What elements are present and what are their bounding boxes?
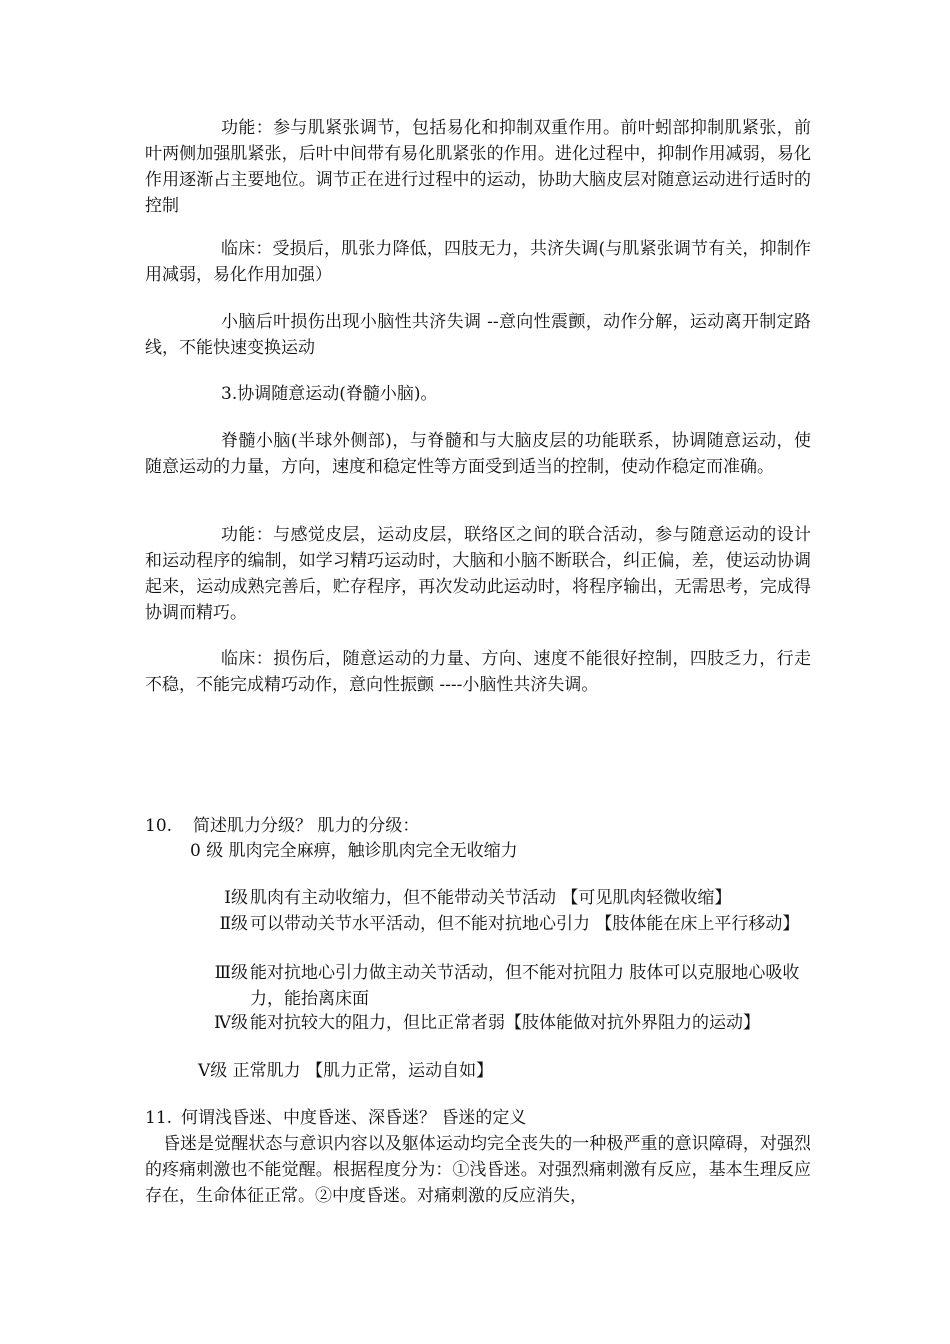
grade-description: 能对抗地心引力做主动关节活动，但不能对抗阻力 肢体可以克服地心吸收力，能抬离床面 bbox=[250, 963, 800, 1009]
question-10-text: 简述肌力分级？ 肌力的分级： bbox=[193, 816, 420, 836]
grade-level-label: Ⅳ级 bbox=[214, 1013, 248, 1033]
muscle-grade-2 bbox=[190, 911, 815, 937]
section-heading-coordination: 3.协调随意运动(脊髓小脑)。 bbox=[221, 384, 438, 404]
muscle-grade-5: Ⅴ级 正常肌力 【肌力正常，运动自如】 bbox=[198, 1061, 494, 1081]
grade-description: 能对抗较大的阻力，但比正常者弱【肢体能做对抗外界阻力的运动】 bbox=[250, 1013, 760, 1033]
muscle-grade-4 bbox=[190, 1010, 815, 1036]
paragraph-coma-definition: 昏迷是觉醒状态与意识内容以及躯体运动均完全丧失的一种极严重的意识障碍，对强烈的疼痛刺激也不能觉醒。根据程度分为：①浅昏迷。对强烈痛刺激有反应，基本生理反应存在，生命体征正常。②中度昏迷。对痛刺激的反应消失， bbox=[145, 1134, 811, 1206]
paragraph-posterior-lobe-ataxia: 小脑后叶损伤出现小脑性共济失调 --意向性震颤，动作分解，运动离开制定路线，不能快速变换运动 bbox=[145, 312, 811, 358]
question-10-title bbox=[145, 813, 419, 839]
paragraph-spinocerebellum: 脊髓小脑(半球外侧部)，与脊髓和与大脑皮层的功能联系，协调随意运动，使随意运动的力量，方向，速度和稳定性等方面受到适当的控制，使动作稳定而准确。 bbox=[145, 431, 811, 477]
muscle-grade-0: 0 级 肌肉完全麻痹，触诊肌肉完全无收缩力 bbox=[190, 841, 518, 861]
muscle-grade-1 bbox=[190, 885, 815, 911]
grade-level-label: Ⅰ级 bbox=[224, 888, 248, 908]
grade-description: 可以带动关节水平活动，但不能对抗地心引力 【肢体能在床上平行移动】 bbox=[250, 914, 800, 934]
grade-description: 肌肉有主动收缩力，但不能带动关节活动 【可见肌肉轻微收缩】 bbox=[250, 888, 732, 908]
question-10-number: 10. bbox=[145, 816, 173, 836]
grade-level-label: Ⅱ级 bbox=[219, 914, 248, 934]
paragraph-function-muscle-tone: 功能：参与肌紧张调节，包括易化和抑制双重作用。前叶蚓部抑制肌紧张，前叶两侧加强肌紧张，后叶中间带有易化肌紧张的作用。进化过程中，抑制作用减弱，易化作用逐渐占主要地位。调节正在进行过程中的运动，协助大脑皮层对随意运动进行适时的控制 bbox=[145, 118, 811, 216]
paragraph-clinical-muscle-tone: 临床：受损后，肌张力降低，四肢无力，共济失调(与肌紧张调节有关，抑制作用减弱，易化作用加强） bbox=[145, 239, 811, 285]
question-11-number: 11. bbox=[145, 1108, 173, 1128]
muscle-grade-3 bbox=[190, 960, 815, 1012]
question-11-title bbox=[145, 1105, 526, 1131]
paragraph-function-coordination: 功能：与感觉皮层，运动皮层，联络区之间的联合活动，参与随意运动的设计和运动程序的编制，如学习精巧运动时，大脑和小脑不断联合，纠正偏，差，使运动协调起来，运动成熟完善后，贮存程序，再次发动此运动时，将程序输出，无需思考，完成得协调而精巧。 bbox=[145, 525, 811, 623]
paragraph-clinical-coordination: 临床：损伤后，随意运动的力量、方向、速度不能很好控制，四肢乏力，行走不稳，不能完成精巧动作，意向性振颤 ----小脑性共济失调。 bbox=[145, 649, 811, 695]
grade-level-label: Ⅲ级 bbox=[214, 963, 248, 983]
question-11-text: 何谓浅昏迷、中度昏迷、深昏迷？ 昏迷的定义 bbox=[181, 1108, 527, 1128]
